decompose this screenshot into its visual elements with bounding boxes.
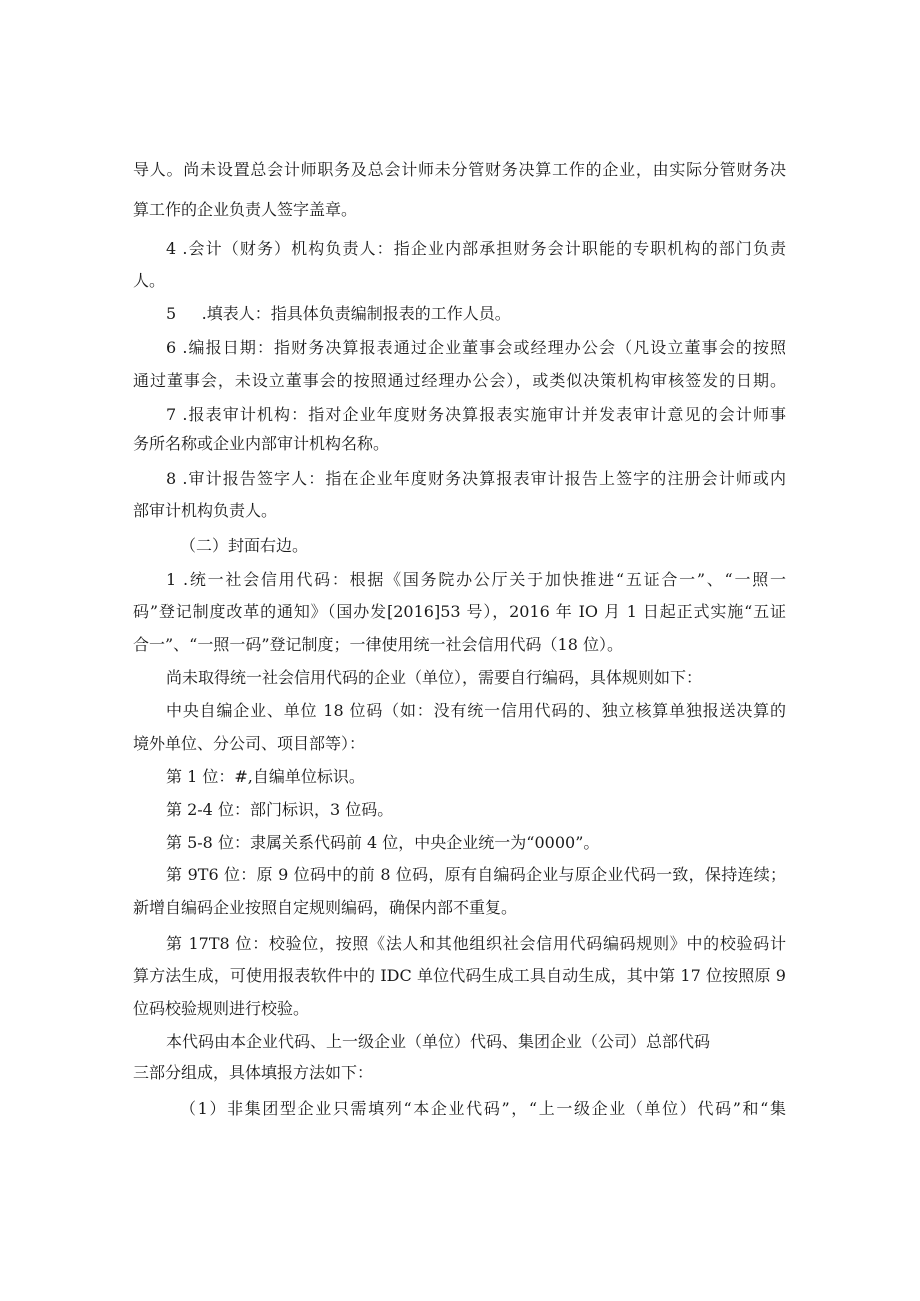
item-6-line: 通过董事会，未设立董事会的按照通过经理办公会），或类似决策机构审核签发的日期。 — [133, 371, 786, 390]
paragraph-line: 导人。尚未设置总会计师职务及总会计师未分管财务决算工作的企业，由实际分管财务决 — [133, 160, 786, 179]
item-7-line: 7 .报表审计机构：指对企业年度财务决算报表实施审计并发表审计意见的会计师事 — [166, 405, 786, 424]
item-8-line: 部审计机构负责人。 — [133, 501, 278, 520]
code-rule-line: 位码校验规则进行校验。 — [133, 999, 310, 1018]
code-rule-line: 第 1 位：#,自编单位标识。 — [166, 767, 365, 786]
code-rule-line: 第 2-4 位：部门标识，3 位码。 — [166, 800, 394, 819]
code-rule-line: 第 5-8 位：隶属关系代码前 4 位，中央企业统一为“0000”。 — [166, 833, 600, 852]
paragraph-line: 尚未取得统一社会信用代码的企业（单位），需要自行编码，具体规则如下： — [166, 668, 703, 687]
item-5-line: 5 .填表人：指具体负责编制报表的工作人员。 — [166, 304, 511, 323]
section-heading: （二）封面右边。 — [180, 536, 309, 555]
item-1-line: 码”登记制度改革的通知》（国办发[2016]53 号），2016 年 IO 月 1 日起正式实施“五证 — [133, 602, 786, 621]
paragraph-line: 算工作的企业负责人签字盖章。 — [133, 200, 358, 219]
item-1-line: 1 .统一社会信用代码：根据《国务院办公厅关于加快推进“五证合一”、“一照一 — [166, 570, 786, 589]
paragraph-line: 三部分组成，具体填报方法如下： — [133, 1063, 374, 1082]
paragraph-line: 中央自编企业、单位 18 位码（如：没有统一信用代码的、独立核算单独报送决算的 — [166, 701, 786, 720]
item-1-line: 合一”、“一照一码”登记制度；一律使用统一社会信用代码（18 位）。 — [133, 635, 623, 654]
paragraph-line: 境外单位、分公司、项目部等）： — [133, 734, 366, 753]
code-rule-line: 第 9T6 位：原 9 位码中的前 8 位码，原有自编码企业与原企业代码一致，保持连续； — [166, 865, 786, 884]
paragraph-line: 本代码由本企业代码、上一级企业（单位）代码、集团企业（公司）总部代码 — [166, 1032, 711, 1051]
item-8-line: 8 .审计报告签字人：指在企业年度财务决算报表审计报告上签字的注册会计师或内 — [166, 469, 786, 488]
item-7-line: 务所名称或企业内部审计机构名称。 — [133, 434, 390, 453]
code-rule-line: 算方法生成，可使用报表软件中的 IDC 单位代码生成工具自动生成，其中第 17 位按照原 9 — [133, 966, 786, 985]
item-4-line: 4 .会计（财务）机构负责人：指企业内部承担财务会计职能的专职机构的部门负责 — [166, 239, 786, 258]
code-rule-line: 第 17T8 位：校验位，按照《法人和其他组织社会信用代码编码规则》中的校验码计 — [166, 934, 786, 953]
paragraph-line: （1）非集团型企业只需填列“本企业代码”，“上一级企业（单位）代码”和“集 — [180, 1099, 786, 1118]
item-6-line: 6 .编报日期：指财务决算报表通过企业董事会或经理办公会（凡设立董事会的按照 — [166, 338, 786, 357]
code-rule-line: 新增自编码企业按照自定规则编码，确保内部不重复。 — [133, 898, 518, 917]
item-4-line: 人。 — [133, 271, 166, 290]
